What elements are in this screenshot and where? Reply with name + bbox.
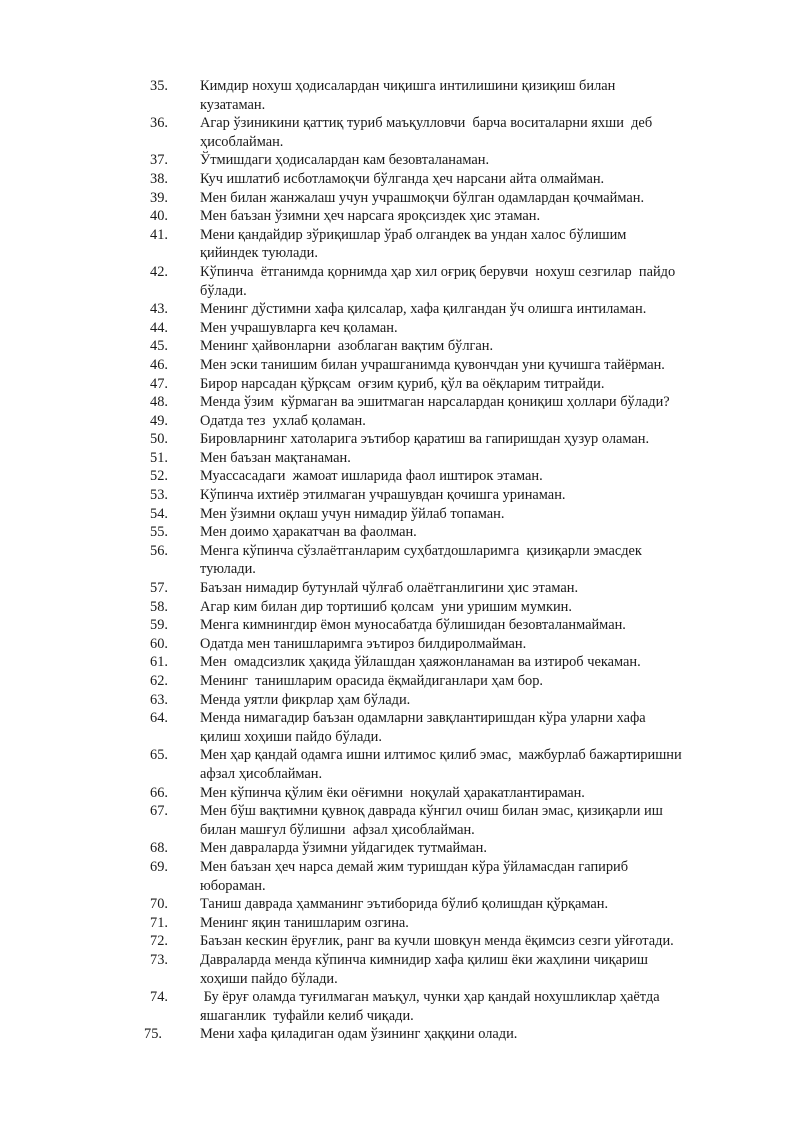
item-text-line: Мен ҳар қандай одамга ишни илтимос қилиб эмас, мажбурлаб бажартиришни xyxy=(200,747,682,764)
item-text-line: Одатда мен танишларимга эътироз билдиролмайман. xyxy=(200,635,527,652)
item-number: 72. xyxy=(150,933,168,950)
item-text-line: Агар ким билан дир тортишиб қолсам уни уришим мумкин. xyxy=(200,598,572,615)
list-item xyxy=(0,523,800,542)
list-item xyxy=(0,914,800,933)
item-text-line: Менда ўзим кўрмаган ва эшитмаган нарсалардан қониқиш ҳоллари бўлади? xyxy=(200,394,670,411)
item-text-line: Агар ўзиникини қаттиқ туриб маъқулловчи барча воситаларни яхши деб xyxy=(200,115,653,132)
item-text-line: Ўтмишдаги ҳодисалардан кам безовталанаман. xyxy=(200,152,490,169)
item-text-line: Менга кўпинча сўзлаётганларим суҳбатдошларимга қизиқарли эмасдек xyxy=(200,542,642,559)
item-text-line: Мен баъзан ҳеч нарса демай жим туришдан кўра ўйламасдан гапириб xyxy=(200,858,629,875)
item-number: 50. xyxy=(150,431,168,448)
item-text-line: Мени қандайдир зўриқишлар ўраб олгандек ва ундан халос бўлишим xyxy=(200,226,627,243)
item-number: 62. xyxy=(150,673,168,689)
item-text-line: яшаганлик туфайли келиб чиқади. xyxy=(200,1007,414,1024)
item-text-line: Менинг дўстимни хафа қилсалар, хафа қилгандан ўч олишга интиламан. xyxy=(200,301,647,318)
list-item xyxy=(0,784,800,803)
item-text-line: Бу ёруғ оламда туғилмаган маъқул, чунки ҳар қандай нохушликлар ҳаётда xyxy=(200,989,660,1006)
item-number: 52. xyxy=(150,468,168,485)
item-number: 41. xyxy=(150,226,168,243)
item-number: 70. xyxy=(150,896,168,913)
item-text-line: қилиш хоҳиши пайдо бўлади. xyxy=(200,728,382,745)
item-text-line: Мен учрашувларга кеч қоламан. xyxy=(200,319,398,336)
list-item xyxy=(0,263,800,300)
item-number: 42. xyxy=(150,263,168,280)
list-item xyxy=(0,412,800,431)
item-text-line: Давраларда менда кўпинча кимнидир хафа қилиш ёки жаҳлини чиқариш xyxy=(200,951,648,968)
list-item xyxy=(0,467,800,486)
item-number: 48. xyxy=(150,394,168,411)
item-text-line: Мен эски танишим билан учрашганимда қувончдан уни қучишга тайёрман. xyxy=(200,356,665,373)
item-text-line: Мен ўзимни оқлаш учун нимадир ўйлаб топаман. xyxy=(200,505,505,522)
item-text-line: Баъзан нимадир бутунлай чўлғаб олаётганлигини ҳис этаман. xyxy=(200,580,579,597)
item-number: 43. xyxy=(150,301,168,318)
list-item xyxy=(0,802,800,839)
item-text-line: Мен омадсизлик ҳақида ўйлашдан ҳаяжонланаман ва изтироб чекаман. xyxy=(200,654,641,671)
item-number: 64. xyxy=(150,710,168,727)
item-number: 40. xyxy=(150,208,168,225)
numbered-statement-list xyxy=(0,77,800,1044)
item-text-line: туюлади. xyxy=(200,561,256,578)
item-text-line: Бирор нарсадан қўрқсам оғзим қуриб, қўл ва оёқларим титрайди. xyxy=(200,375,605,392)
item-number: 59. xyxy=(150,617,168,634)
item-number: 45. xyxy=(150,338,168,355)
item-number: 60. xyxy=(150,635,168,652)
list-item xyxy=(0,709,800,746)
item-number: 51. xyxy=(150,449,168,466)
list-item xyxy=(0,207,800,226)
item-number: 56. xyxy=(150,542,168,559)
item-text-line: Мен кўпинча қўлим ёки оёғимни ноқулай ҳаракатлантираман. xyxy=(200,784,585,801)
item-text-line: Муассасадаги жамоат ишларида фаол иштирок этаман. xyxy=(200,468,543,485)
item-text-line: Одатда тез ухлаб қоламан. xyxy=(200,412,366,429)
item-text-line: Бировларнинг хатоларига эътибор қаратиш ва гапиришдан ҳузур оламан. xyxy=(200,431,650,448)
item-text-line: Менда нимагадир баъзан одамларни завқлантиришдан кўра уларни хафа xyxy=(200,710,646,727)
list-item xyxy=(0,895,800,914)
list-item xyxy=(0,858,800,895)
item-number: 38. xyxy=(150,170,168,187)
item-text-line: Мен давраларда ўзимни уйдагидек тутмайман. xyxy=(200,840,487,857)
item-number: 36. xyxy=(150,115,168,132)
list-item xyxy=(0,300,800,319)
item-number: 63. xyxy=(150,691,168,708)
list-item xyxy=(0,486,800,505)
list-item xyxy=(0,114,800,151)
item-text-line: қийиндек туюлади. xyxy=(200,245,318,262)
item-number: 68. xyxy=(150,840,168,857)
list-item xyxy=(0,616,800,635)
item-text-line: Мен баъзан мақтанаман. xyxy=(200,449,351,466)
item-number: 73. xyxy=(150,951,168,968)
item-text-line: Менинг яқин танишларим озгина. xyxy=(200,914,409,931)
item-text-line: Менинг танишларим орасида ёқмайдиганлари ҳам бор. xyxy=(200,673,544,689)
list-item xyxy=(0,356,800,375)
item-number: 49. xyxy=(150,412,168,429)
list-item xyxy=(0,672,800,691)
item-text-line: юбораман. xyxy=(200,877,266,894)
list-item xyxy=(0,542,800,579)
item-text-line: Мен билан жанжалаш учун учрашмоқчи бўлган одамлардан қочмайман. xyxy=(200,189,645,206)
item-text-line: афзал ҳисоблайман. xyxy=(200,765,323,782)
list-item xyxy=(0,319,800,338)
list-item xyxy=(0,393,800,412)
item-text-line: Куч ишлатиб исботламоқчи бўлганда ҳеч нарсани айта олмайман. xyxy=(200,170,605,187)
list-item xyxy=(0,170,800,189)
item-text-line: Баъзан кескин ёруғлик, ранг ва кучли шовқун менда ёқимсиз сезги уйғотади. xyxy=(200,933,674,950)
item-number: 69. xyxy=(150,858,168,875)
item-text-line: Кўпинча ётганимда қорнимда ҳар хил оғриқ берувчи нохуш сезгилар пайдо xyxy=(200,263,676,280)
item-text-line: Менга кимнингдир ёмон муносабатда бўлишидан безовталанмайман. xyxy=(200,617,626,634)
list-item xyxy=(0,746,800,783)
item-text-line: Кимдир нохуш ҳодисалардан чиқишга интилишини қизиқиш билан xyxy=(200,78,616,94)
list-item xyxy=(0,151,800,170)
questionnaire-page xyxy=(0,77,800,1044)
list-item xyxy=(0,189,800,208)
item-number: 46. xyxy=(150,356,168,373)
list-item xyxy=(0,505,800,524)
item-text-line: кузатаман. xyxy=(200,96,266,113)
list-item xyxy=(0,77,800,114)
item-text-line: Мени хафа қиладиган одам ўзининг ҳаққини олади. xyxy=(200,1026,518,1043)
item-text-line: Мен бўш вақтимни қувноқ даврада кўнгил очиш билан эмас, қизиқарли иш xyxy=(200,803,663,820)
list-item xyxy=(0,1025,800,1044)
item-text-line: билан машғул бўлишни афзал ҳисоблайман. xyxy=(200,821,475,838)
list-item xyxy=(0,839,800,858)
list-item xyxy=(0,375,800,394)
item-number: 55. xyxy=(150,524,168,541)
item-text-line: бўлади. xyxy=(200,282,247,299)
item-number: 39. xyxy=(150,189,168,206)
item-number: 57. xyxy=(150,580,168,597)
item-number: 67. xyxy=(150,803,168,820)
list-item xyxy=(0,635,800,654)
item-number: 71. xyxy=(150,914,168,931)
item-number: 66. xyxy=(150,784,168,801)
list-item xyxy=(0,579,800,598)
item-number: 35. xyxy=(150,78,168,94)
item-text-line: Менда уятли фикрлар ҳам бўлади. xyxy=(200,691,411,708)
list-item xyxy=(0,449,800,468)
list-item xyxy=(0,337,800,356)
item-text-line: хоҳиши пайдо бўлади. xyxy=(200,970,338,987)
item-text-line: ҳисоблайман. xyxy=(200,133,284,150)
item-number: 74. xyxy=(150,989,168,1006)
list-item xyxy=(0,226,800,263)
item-number: 53. xyxy=(150,487,168,504)
list-item xyxy=(0,653,800,672)
list-item xyxy=(0,598,800,617)
list-item xyxy=(0,932,800,951)
item-number: 54. xyxy=(150,505,168,522)
item-number: 61. xyxy=(150,654,168,671)
list-item xyxy=(0,430,800,449)
list-item xyxy=(0,691,800,710)
item-text-line: Мен доимо ҳаракатчан ва фаолман. xyxy=(200,524,417,541)
item-text-line: Мен баъзан ўзимни ҳеч нарсага яроқсиздек ҳис этаман. xyxy=(200,208,541,225)
item-number: 47. xyxy=(150,375,168,392)
list-item xyxy=(0,988,800,1025)
item-number: 58. xyxy=(150,598,168,615)
item-number: 37. xyxy=(150,152,168,169)
item-text-line: Менинг ҳайвонларни азоблаган вақтим бўлган. xyxy=(200,338,494,355)
item-number: 44. xyxy=(150,319,168,336)
item-number: 65. xyxy=(150,747,168,764)
item-text-line: Кўпинча ихтиёр этилмаган учрашувдан қочишга уринаман. xyxy=(200,487,566,504)
item-text-line: Таниш даврада ҳамманинг эътиборида бўлиб қолишдан қўрқаман. xyxy=(200,896,609,913)
list-item xyxy=(0,951,800,988)
item-number: 75. xyxy=(144,1026,162,1043)
